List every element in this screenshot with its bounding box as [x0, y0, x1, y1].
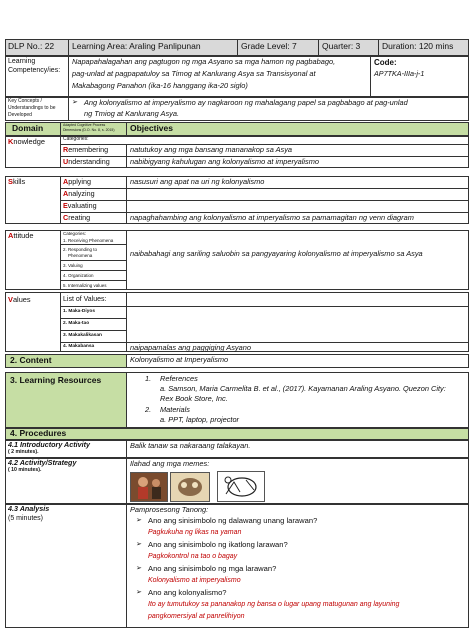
- reference-line-1: a. Samson, Maria Carmelita B. et al., (2017). Kayamanan Araling Asyano. Quezon City:: [160, 384, 446, 393]
- adapted-note-2: Dimensions (D.O. No. 8, s. 2015): [63, 128, 115, 132]
- skills-domain: Skills: [8, 177, 26, 186]
- attitude-objective: naibabahagi ang sariling saluobin sa pangyayaring kolonyalismo at imperyalismo sa Asya: [130, 249, 423, 258]
- understanding-objective: nabibigyang kahulugan ang kolonyalismo at imperyalismo: [130, 157, 319, 166]
- remembering-label: Remembering: [63, 145, 109, 154]
- attitude-item-5: 5. Internalizing values: [63, 283, 107, 288]
- references-title: References: [160, 374, 198, 383]
- analysis-intro: Pamprosesong Tanong:: [130, 505, 209, 514]
- attitude-item-2b: Phenomena: [68, 253, 93, 258]
- competency-label-2: Competency/ies:: [8, 67, 61, 74]
- adapted-note-1: Adapted Cognitive Process: [63, 123, 106, 127]
- code-value: AP7TKA-IIIa-j-1: [374, 69, 425, 78]
- arrow-bullet-icon: ➢: [72, 99, 78, 106]
- resources-label: 3. Learning Resources: [10, 375, 102, 385]
- reference-number: 1.: [145, 374, 152, 383]
- applying-label: Applying: [63, 177, 91, 186]
- key-concepts-label-3: Developed: [8, 112, 32, 118]
- quarter: Quarter: 3: [322, 41, 361, 51]
- duration: Duration: 120 mins: [382, 41, 454, 51]
- knowledge-domain: Knowledge: [8, 137, 45, 146]
- analysis-answer-3: Kolonyalismo at imperyalismo: [148, 577, 241, 584]
- procedures-header: [5, 428, 469, 440]
- arrow-bullet-icon: ➢: [136, 517, 142, 524]
- analyzing-label: Analyzing: [63, 189, 95, 198]
- code-label: Code:: [374, 58, 397, 67]
- intro-activity-time: ( 2 minutes).: [8, 449, 39, 455]
- procedures-label: 4. Procedures: [10, 428, 67, 438]
- activity-label: 4.2 Activity/Strategy: [8, 458, 77, 467]
- attitude-item-2: 2. Responding to: [63, 247, 98, 252]
- grade-level: Grade Level: 7: [241, 41, 297, 51]
- attitude-item-4: 4. Organization: [63, 273, 94, 278]
- key-concepts-label-2: Understandings to be: [8, 105, 56, 111]
- activity-text: Ilahad ang mga memes:: [130, 459, 210, 468]
- values-domain: Values: [8, 295, 31, 304]
- domain-header: Domain: [12, 123, 44, 133]
- arrow-bullet-icon: ➢: [136, 589, 142, 596]
- creating-objective: napaghahambing ang kolonyalismo at imperyalismo sa pamamagitan ng venn diagram: [130, 213, 414, 222]
- analysis-answer-4b: pangkomersiyal at panrelihiyon: [148, 613, 245, 620]
- value-item-3: 3. Makakalikasan: [63, 333, 102, 338]
- attitude-domain: Attitude: [8, 231, 34, 240]
- attitude-item-1: 1. Receiving Phenomena: [63, 238, 114, 243]
- learning-area: Learning Area: Araling Panlipunan: [72, 41, 201, 51]
- analysis-label: 4.3 Analysis: [8, 504, 50, 513]
- analysis-question-2: Ano ang sinisimbolo ng ikatlong larawan?: [148, 540, 288, 549]
- materials-line: a. PPT, laptop, projector: [160, 415, 240, 424]
- analysis-answer-1: Pagkukuha ng likas na yaman: [148, 529, 242, 536]
- dlp-number: DLP No.: 22: [8, 41, 55, 51]
- knowledge-categories-label: Categories:: [63, 136, 89, 142]
- objectives-header: Objectives: [130, 123, 173, 133]
- analysis-time: (5 minutes): [8, 515, 44, 522]
- activity-time: ( 10 minutes).: [8, 467, 42, 473]
- meme-image-3: [217, 471, 265, 502]
- intro-activity-label: 4.1 Introductory Activity: [8, 440, 91, 449]
- creating-label: Creating: [63, 213, 91, 222]
- competency-line-2: pag-unlad at pagpapatuloy sa Timog at Kanlurang Asya sa Transisyonal at: [72, 69, 316, 78]
- content-label: 2. Content: [10, 355, 52, 365]
- key-concepts-label-1: Key Concepts /: [8, 98, 42, 104]
- understanding-label: Understanding: [63, 157, 110, 166]
- attitude-item-3: 3. Valuing: [63, 263, 83, 268]
- values-objective: naipapamalas ang paggiging Asyano: [130, 343, 251, 352]
- materials-number: 2.: [145, 405, 152, 414]
- remembering-objective: natutukoy ang mga bansang mananakop sa Asya: [130, 145, 293, 154]
- meme-image-1: [130, 472, 168, 502]
- intro-activity-text: Balik tanaw sa nakaraang talakayan.: [130, 441, 251, 450]
- value-item-2: 2. Maka-tao: [63, 321, 90, 326]
- analysis-answer-4: Ito ay tumutukoy sa pananakop ng bansa o lugar upang matugunan ang layuning: [148, 601, 400, 608]
- competency-line-1: Napapahalagahan ang pagtugon ng mga Asyano sa mga hamon ng pagbabago,: [72, 57, 336, 66]
- competency-label-1: Learning: [8, 58, 36, 65]
- values-list-label: List of Values:: [63, 296, 107, 303]
- arrow-bullet-icon: ➢: [136, 565, 142, 572]
- applying-objective: nasusuri ang apat na uri ng kolonyalismo: [130, 177, 265, 186]
- reference-line-2: Rex Book Store, Inc.: [160, 394, 228, 403]
- meme-image-2: [170, 472, 210, 502]
- analysis-question-3: Ano ang sinisimbolo ng mga larawan?: [148, 564, 277, 573]
- attitude-categories-label: Categories:: [63, 231, 87, 236]
- competency-line-3: Makabagong Panahon (ika-16 hanggang ika-20 siglo): [72, 81, 248, 90]
- analysis-question-1: Ano ang sinisimbolo ng dalawang unang larawan?: [148, 516, 318, 525]
- analysis-question-4: Ano ang kolonyalismo?: [148, 588, 227, 597]
- analysis-answer-2: Pagkokontrol na tao o bagay: [148, 553, 238, 560]
- materials-title: Materials: [160, 405, 190, 414]
- value-item-1: 1. Maka-Diyos: [63, 309, 95, 314]
- key-concept-line-1: Ang kolonyalismo at imperyalismo ay nagkaroon ng mahalagang papel sa pagbabago at pag-unlad: [84, 98, 408, 107]
- key-concept-line-2: ng Tmiog at Kanlurang Asya.: [84, 109, 180, 118]
- content-value: Kolonyalismo at Imperyalismo: [130, 355, 229, 364]
- evaluating-label: Evaluating: [63, 201, 97, 210]
- value-item-4: 4. Makabansa: [63, 344, 95, 349]
- arrow-bullet-icon: ➢: [136, 541, 142, 548]
